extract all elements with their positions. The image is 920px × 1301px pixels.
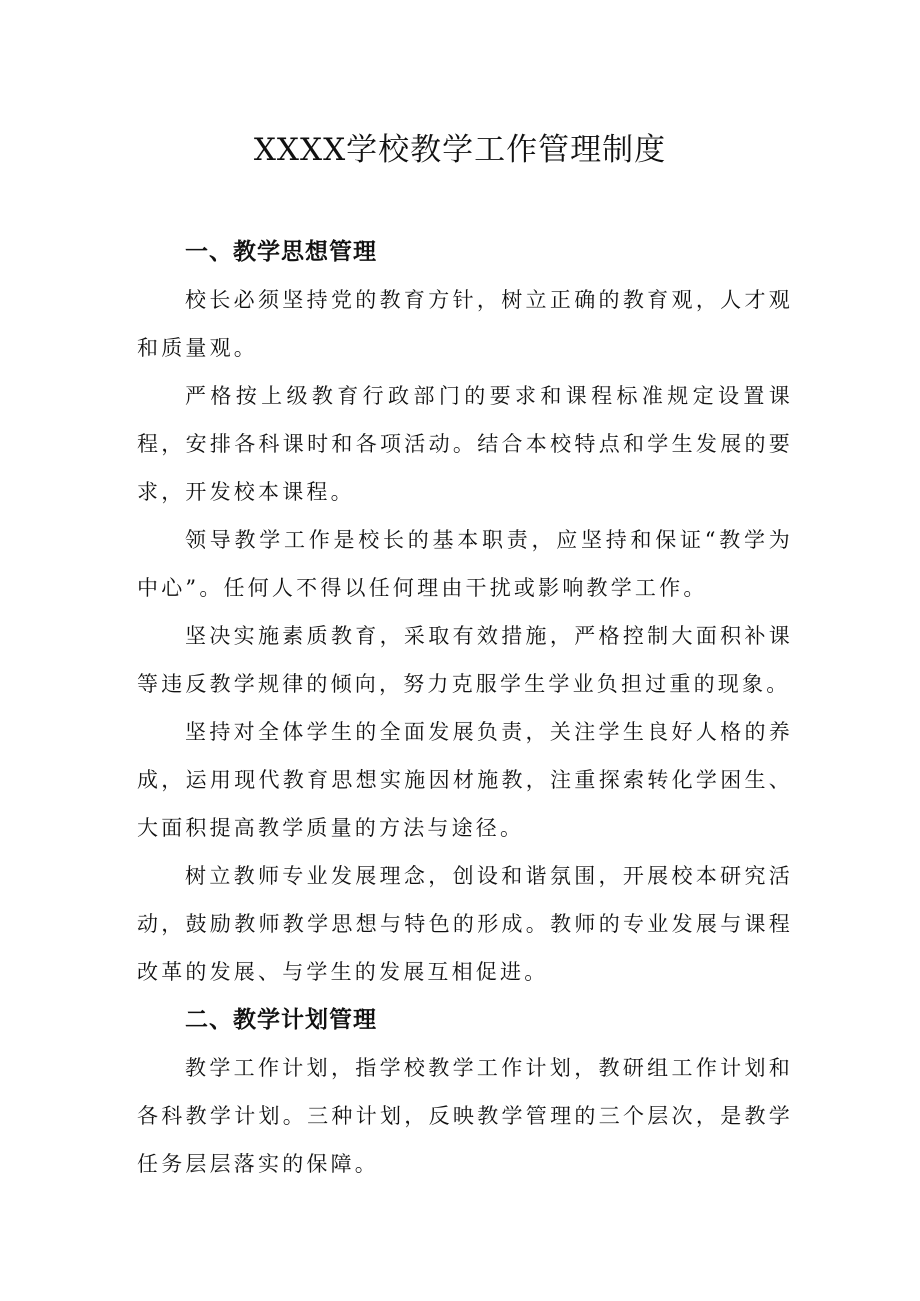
section-teaching-philosophy bbox=[137, 228, 793, 996]
paragraph: 严格按上级教育行政部门的要求和课程标准规定设置课程，安排各科课时和各项活动。结合本校特点和学生发展的要求，开发校本课程。 bbox=[137, 384, 793, 504]
section-heading: 一、教学思想管理 bbox=[185, 239, 377, 265]
section-teaching-plan bbox=[137, 996, 793, 1188]
document-body bbox=[137, 228, 793, 1188]
section-heading: 二、教学计划管理 bbox=[185, 1007, 377, 1033]
paragraph: 教学工作计划，指学校教学工作计划，教研组工作计划和各科教学计划。三种计划，反映教学管理的三个层次，是教学任务层层落实的保障。 bbox=[137, 1056, 793, 1176]
paragraph: 坚决实施素质教育，采取有效措施，严格控制大面积补课等违反教学规律的倾向，努力克服学生学业负担过重的现象。 bbox=[137, 624, 793, 696]
paragraph: 树立教师专业发展理念，创设和谐氛围，开展校本研究活动，鼓励教师教学思想与特色的形成。教师的专业发展与课程改革的发展、与学生的发展互相促进。 bbox=[137, 864, 793, 984]
paragraph: 领导教学工作是校长的基本职责，应坚持和保证“教学为中心”。任何人不得以任何理由干扰或影响教学工作。 bbox=[137, 528, 793, 600]
document-title: XXXX学校教学工作管理制度 bbox=[253, 132, 667, 168]
paragraph: 坚持对全体学生的全面发展负责，关注学生良好人格的养成，运用现代教育思想实施因材施教，注重探索转化学困生、大面积提高教学质量的方法与途径。 bbox=[137, 720, 793, 840]
paragraph: 校长必须坚持党的教育方针，树立正确的教育观，人才观和质量观。 bbox=[137, 288, 793, 360]
